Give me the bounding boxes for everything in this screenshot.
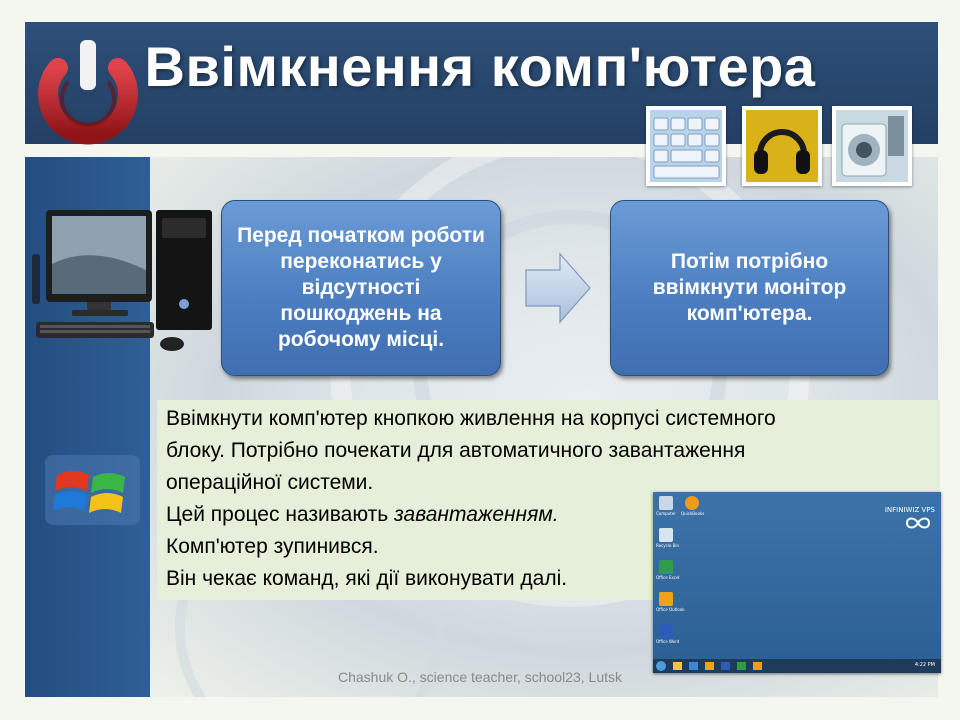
step-two-box: [610, 200, 889, 376]
excel-icon: [659, 560, 673, 574]
desktop-icon-label: Computer: [656, 511, 676, 516]
computer-icon: [659, 496, 673, 510]
process-prefix: Цей процес називають: [166, 503, 394, 526]
footer-credit: Chashuk O., science teacher, school23, Lutsk: [337, 669, 623, 685]
desktop-computer-icon: [32, 204, 217, 354]
body-line-5: Комп'ютер зупинився.: [166, 535, 379, 558]
headphones-thumbnail: [742, 106, 822, 186]
taskbar-clock: 4:22 PM: [914, 662, 935, 668]
recycle-bin-icon: [659, 528, 673, 542]
step-two-text: Потім потрібно ввімкнути монітор комп'ютера.: [652, 250, 847, 325]
desktop-icon-label: Office Word: [656, 639, 680, 644]
body-line-2: блоку. Потрібно почекати для автоматичного завантаження: [166, 439, 746, 462]
infinity-logo-icon: [903, 516, 933, 530]
body-line-6: Він чекає команд, які дії виконувати далі.: [166, 567, 568, 590]
right-arrow-icon: [524, 252, 592, 324]
desktop-brand: INFINIWIZ VPS: [884, 506, 935, 514]
body-line-3: операційної системи.: [166, 471, 374, 494]
explorer-icon: [673, 662, 682, 670]
taskbar-outlook-icon: [705, 662, 714, 670]
taskbar-excel-icon: [737, 662, 746, 670]
step-one-box: [221, 200, 501, 376]
taskbar: [653, 659, 941, 673]
word-icon: [659, 624, 673, 638]
taskbar-word-icon: [721, 662, 730, 670]
desktop-icon-label: Office Outlook: [656, 607, 685, 612]
speaker-thumbnail: [832, 106, 912, 186]
windows-desktop-screenshot: [653, 492, 941, 673]
start-button-icon: [656, 661, 666, 671]
windows-logo-icon: [45, 455, 140, 525]
desktop-icon-label: Office Excel: [656, 575, 680, 580]
taskbar-quickbooks-icon: [753, 662, 762, 670]
body-line-1: Ввімкнути комп'ютер кнопкою живлення на корпусі системного: [166, 407, 776, 430]
keyboard-thumbnail: [646, 106, 726, 186]
ie-icon: [689, 662, 698, 670]
desktop-icon-label: Recycle Bin: [656, 543, 680, 548]
body-line-4: [166, 503, 559, 527]
process-term: завантаженням.: [394, 503, 559, 526]
slide-title: Ввімкнення комп'ютера: [144, 35, 816, 98]
outlook-icon: [659, 592, 673, 606]
desktop-icon-label: QuickBooks: [681, 511, 705, 516]
quickbooks-icon: [685, 496, 699, 510]
step-one-text: Перед початком роботи переконатись у відсутності пошкоджень на робочому місці.: [237, 224, 485, 351]
